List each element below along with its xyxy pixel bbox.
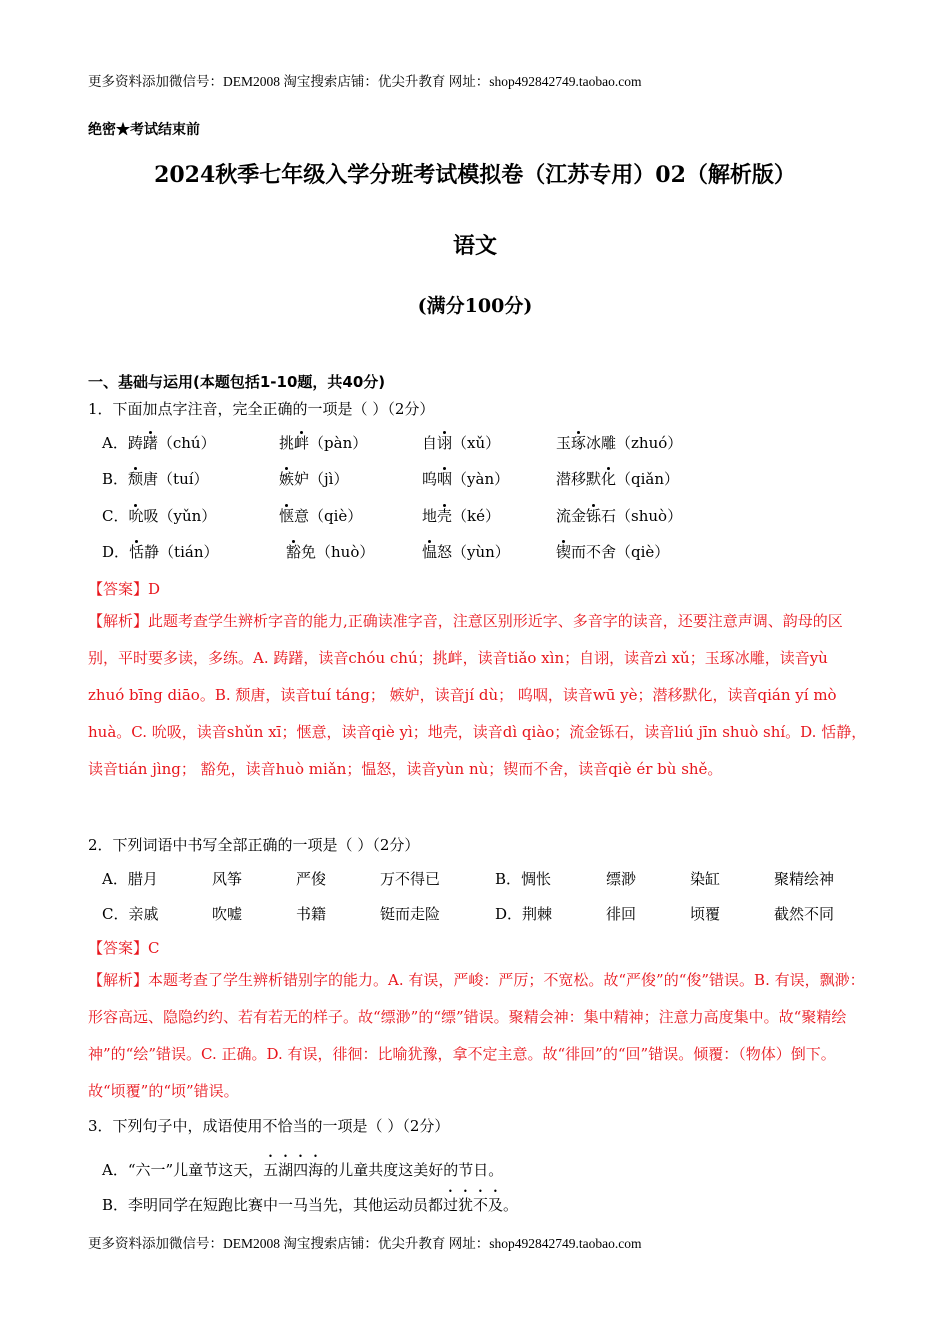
q2-option-word: 顷覆 bbox=[690, 905, 721, 923]
q1-option-cell: 愠怒（yùn） bbox=[422, 543, 510, 561]
full-score: (满分100分) bbox=[417, 295, 533, 317]
q2-option-word: 严俊 bbox=[296, 870, 327, 888]
q1-option-cell: 自诩（xǔ） bbox=[422, 434, 501, 452]
q1-option-cell: B．颓唐（tuí） bbox=[102, 470, 209, 488]
q2-option-word: B．惆怅 bbox=[495, 870, 552, 888]
q2-option-word: 铤而走险 bbox=[380, 905, 441, 923]
section-title: 一、基础与运用(本题包括1-10题，共40分) bbox=[88, 373, 386, 391]
q2-option-word: 截然不同 bbox=[774, 905, 835, 923]
q1-option-cell: 地壳（ké） bbox=[422, 507, 500, 525]
q1-analysis: 【解析】此题考查学生辨析字音的能力,正确读准字音，注意区别形近字、多音字的读音，还要注意声调、韵母的区别，平时要多读，多练。A. 踌躇，读音chóu chú；挑衅，读音tiǎo xìn；自诩，读音zì xǔ；玉琢冰雕，读音yù zhuó bīng diāo。B. 颓唐，读音tuí táng； 嫉妒，读音jí dù； 呜咽，读音wū yè；潜移默化，读音qián yí mò huà。C. 吮吸，读音shǔn xī；惬意，读音qiè yì；地壳，读音dì qiào；流金铄石，读音liú jīn shuò shí。D. 恬静，读音tián jìng； 豁免，读音huò miǎn；愠怒，读音yùn nù；锲而不舍，读音qiè ér bù shě。 bbox=[88, 612, 867, 778]
q3-stem: 3．下列句子中，成语使用不恰当的一项是（ ）（2分） bbox=[88, 1117, 450, 1135]
q3-dotted-idiom: 过犹不及 bbox=[443, 1196, 504, 1214]
q1-option-cell: 呜咽（yàn） bbox=[422, 470, 510, 488]
q2-option-word: 书籍 bbox=[296, 905, 327, 923]
q3-option-a: A．“六一”儿童节这天，五湖四海的儿童共度这美好的节日。 bbox=[102, 1161, 504, 1179]
q1-option-cell: A．踌躇（chú） bbox=[102, 434, 216, 452]
q1-option-cell: 挑衅（pàn） bbox=[279, 434, 368, 452]
q2-option-word: D．荆棘 bbox=[495, 905, 553, 923]
q1-option-cell: 潜移默化（qiǎn） bbox=[556, 470, 680, 488]
exam-title: 2024秋季七年级入学分班考试模拟卷（江苏专用）02（解析版） bbox=[154, 162, 796, 188]
q3-dotted-idiom: 五湖四海 bbox=[263, 1161, 324, 1179]
q1-option-cell: 流金铄石（shuò） bbox=[556, 507, 683, 525]
page-footer: 更多资料添加微信号：DEM2008 淘宝搜索店铺：优尖升教育 网址：shop492842749.taobao.com bbox=[88, 1236, 642, 1251]
page-header: 更多资料添加微信号：DEM2008 淘宝搜索店铺：优尖升教育 网址：shop492842749.taobao.com bbox=[88, 74, 642, 89]
q1-option-cell: D．恬静（tián） bbox=[102, 543, 219, 561]
q2-analysis: 【解析】本题考查了学生辨析错别字的能力。A. 有误，严峻：严厉；不宽松。故“严俊”的“俊”错误。B. 有误，飘渺：形容高远、隐隐约约、若有若无的样子。故“缥渺”的“缥”错误。聚精会神：集中精神；注意力高度集中。故“聚精绘神”的“绘”错误。C. 正确。D. 有误，徘徊：比喻犹豫，拿不定主意。故“徘回”的“回”错误。倾覆：（物体）倒下。故“顷覆”的“顷”错误。 bbox=[88, 971, 865, 1100]
q2-option-word: 风筝 bbox=[212, 870, 243, 888]
q2-answer: 【答案】C bbox=[88, 939, 160, 957]
q2-option-word: 聚精绘神 bbox=[774, 870, 835, 888]
subject-title: 语文 bbox=[452, 233, 497, 259]
q3-option-b: B．李明同学在短跑比赛中一马当先，其他运动员都过犹不及。 bbox=[102, 1196, 519, 1214]
q1-stem: 1．下面加点字注音，完全正确的一项是（ ）（2分） bbox=[88, 400, 435, 418]
q2-option-word: 缥渺 bbox=[606, 870, 637, 888]
q2-option-word: 万不得已 bbox=[380, 870, 441, 888]
q2-option-word: 徘回 bbox=[606, 905, 637, 923]
q2-option-word: 染缸 bbox=[690, 870, 721, 888]
analysis-label: 【解析】 bbox=[88, 971, 149, 989]
analysis-label: 【解析】 bbox=[88, 612, 149, 630]
q2-option-word: 吹嘘 bbox=[212, 905, 243, 923]
q1-option-cell: 嫉妒（jì） bbox=[279, 470, 349, 488]
q1-option-cell: 锲而不舍（qiè） bbox=[556, 543, 670, 561]
q1-option-cell: 豁免（huò） bbox=[286, 543, 375, 561]
q2-option-word: A．腊月 bbox=[102, 870, 158, 888]
q2-option-word: C．亲戚 bbox=[102, 905, 159, 923]
q1-option-cell: 惬意（qiè） bbox=[279, 507, 363, 525]
q1-option-cell: C．吮吸（yǔn） bbox=[102, 507, 217, 525]
q2-stem: 2．下列词语中书写全部正确的一项是（ ）（2分） bbox=[88, 836, 420, 854]
q1-option-cell: 玉琢冰雕（zhuó） bbox=[556, 434, 683, 452]
confidential-label: 绝密★考试结束前 bbox=[88, 122, 200, 138]
q1-answer: 【答案】D bbox=[88, 580, 161, 598]
